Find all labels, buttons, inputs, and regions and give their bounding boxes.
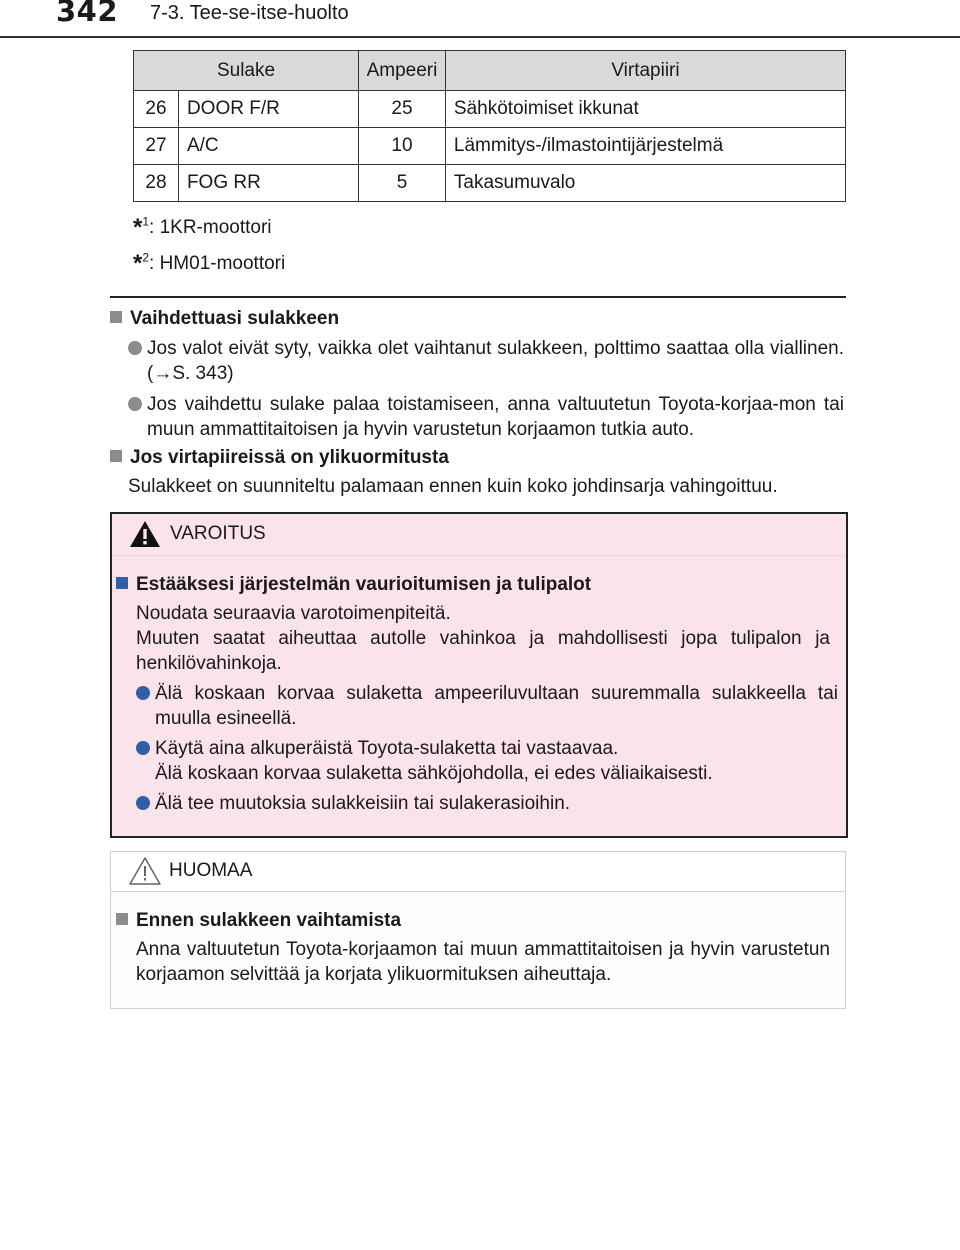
heading-text: Jos virtapiireissä on ylikuormitusta — [130, 447, 449, 468]
list-item — [128, 392, 844, 442]
overload-text: Sulakkeet on suunniteltu palamaan ennen kuin koko johdinsarja vahingoittuu. — [128, 476, 778, 497]
list-item — [136, 736, 838, 786]
fuse-ampere: 5 — [359, 165, 446, 202]
fuse-number: 26 — [134, 91, 179, 128]
list-item — [128, 336, 844, 386]
table-header-row — [134, 51, 846, 91]
notice-title: HUOMAA — [169, 860, 253, 881]
warning-intro-line: Muuten saatat aiheuttaa autolle vahinkoa ja mahdollisesti jopa tulipalon ja henkilövahinkoja. — [136, 628, 830, 674]
fuse-number: 28 — [134, 165, 179, 202]
round-bullet-icon — [128, 341, 142, 355]
footnote-star: * — [133, 214, 143, 241]
caution-triangle-icon — [128, 856, 162, 886]
notice-text: Anna valtuutetun Toyota-korjaamon tai muun ammattitaitoisen ja hyvin varustetun korjaamon selvittää ja korjata ylikuormituksen aiheuttaja. — [136, 939, 830, 985]
list-item-text: Jos valot eivät syty, vaikka olet vaihtanut sulakkeen, polttimo saattaa olla viallinen. (→S. 343) — [147, 338, 844, 384]
table-row — [134, 128, 846, 165]
list-item-line: Älä koskaan korvaa sulaketta sähköjohdolla, ei edes väliaikaisesti. — [155, 763, 713, 784]
section-title: 7-3. Tee-se-itse-huolto — [150, 2, 349, 24]
fuse-name: A/C — [178, 128, 358, 165]
list-item-line: Käytä aina alkuperäistä Toyota-sulaketta tai vastaavaa. — [155, 738, 619, 759]
section-divider — [110, 296, 846, 298]
col-header-ampere: Ampeeri — [359, 51, 446, 91]
fuse-circuit: Sähkötoimiset ikkunat — [445, 91, 845, 128]
heading-text: Ennen sulakkeen vaihtamista — [136, 910, 402, 931]
table-row — [134, 165, 846, 202]
round-bullet-icon — [136, 796, 150, 810]
warning-header — [112, 514, 846, 556]
round-bullet-icon — [128, 397, 142, 411]
notice-header — [111, 852, 845, 892]
fuse-table — [133, 50, 846, 202]
notice-heading — [116, 910, 401, 932]
list-item-text: Älä koskaan korvaa sulaketta ampeeriluvultaan suuremmalla sulakkeella tai muulla esineellä. — [155, 683, 838, 729]
list-item — [136, 791, 838, 816]
footnote-mark: 2 — [142, 250, 150, 265]
round-bullet-icon — [136, 686, 150, 700]
square-bullet-icon — [110, 450, 122, 462]
footnote-star: * — [133, 250, 143, 277]
warning-title: VAROITUS — [170, 523, 266, 544]
overload-heading — [110, 447, 449, 469]
square-bullet-icon — [116, 577, 128, 589]
after-replace-heading — [110, 308, 339, 330]
table-row — [134, 91, 846, 128]
page-number: 342 — [56, 0, 119, 28]
footnote-1 — [133, 214, 272, 242]
page-header — [0, 0, 960, 36]
square-bullet-icon — [110, 311, 122, 323]
heading-text: Estääksesi järjestelmän vaurioitumisen ja tulipalot — [136, 574, 592, 595]
footnote-2 — [133, 250, 285, 278]
warning-heading — [116, 574, 591, 596]
col-header-circuit: Virtapiiri — [445, 51, 845, 91]
footnote-text: : 1KR-moottori — [149, 217, 272, 238]
fuse-circuit: Takasumuvalo — [445, 165, 845, 202]
warning-intro-line: Noudata seuraavia varotoimenpiteitä. — [136, 603, 451, 624]
square-bullet-icon — [116, 913, 128, 925]
list-item-text: Jos vaihdettu sulake palaa toistamiseen, anna valtuutetun Toyota-korjaa-mon tai muun ammattitaitoisen ja hyvin varustetun korjaamon tutkia auto. — [147, 394, 844, 440]
header-divider — [0, 36, 960, 38]
fuse-circuit: Lämmitys-/ilmastointijärjestelmä — [445, 128, 845, 165]
list-item-text — [155, 736, 838, 786]
warning-box — [110, 512, 848, 838]
fuse-name: FOG RR — [178, 165, 358, 202]
col-header-fuse: Sulake — [134, 51, 359, 91]
warning-triangle-icon — [129, 520, 161, 548]
footnote-mark: 1 — [142, 214, 150, 229]
round-bullet-icon — [136, 741, 150, 755]
footnote-text: : HM01-moottori — [149, 253, 286, 274]
heading-text: Vaihdettuasi sulakkeen — [130, 308, 340, 329]
notice-box — [110, 851, 846, 1009]
list-item-text: Älä tee muutoksia sulakkeisiin tai sulakerasioihin. — [155, 793, 571, 814]
fuse-ampere: 10 — [359, 128, 446, 165]
warning-intro — [136, 601, 830, 676]
fuse-name: DOOR F/R — [178, 91, 358, 128]
fuse-number: 27 — [134, 128, 179, 165]
fuse-ampere: 25 — [359, 91, 446, 128]
list-item — [136, 681, 838, 731]
